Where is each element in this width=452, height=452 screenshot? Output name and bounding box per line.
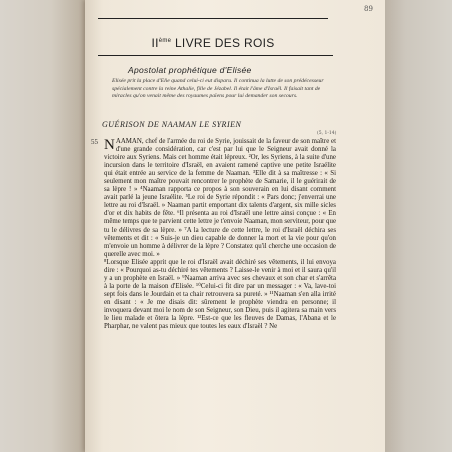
title-rule <box>98 55 333 56</box>
story-subheading: GUÉRISON DE NAAMAN LE SYRIEN <box>102 120 242 129</box>
paragraph-text: ⁸Lorsque Elisée apprit que le roi d'Israël avait déchiré ses vêtements, il lui envoya dire : « Pourquoi as-tu déchiré tes vêtements ? Laisse-le venir à moi et il saura qu'il y a un prophète en Israël. » ⁹Naaman arriva avec ses chevaux et son char et s'arrêta à la porte de la maison d'Elisée. ¹⁰Celui-ci fit dire par un messager : « Va, lave-toi sept fois dans le Jourdain et ta chair retrouvera sa pureté. » ¹¹Naaman s'en alla irrité en disant : « Je me disais dit: sûrement le prophète viendra en personne; il invoquera devant moi le nom de son Seigneur, son Dieu, puis il agitera sa main vers le lieu malade et ôtera la lèpre. ¹²Est-ce que les fleuves de Damas, l'Abana et le Pharphar, ne valent pas mieux que toutes les eaux d'Israël ? Ne <box>104 258 336 331</box>
facing-page-right <box>385 0 452 452</box>
page-title <box>98 36 328 50</box>
title-prefix: II <box>151 36 159 50</box>
top-rule <box>98 18 328 19</box>
facing-page-left <box>0 0 85 452</box>
chapter-number: 55 <box>91 138 98 146</box>
section-heading: Apostolat prophétique d'Elisée <box>128 65 252 75</box>
drop-cap: N <box>104 137 115 153</box>
title-suffix: ème <box>158 38 172 44</box>
story-body <box>104 138 336 331</box>
body-paragraph <box>104 259 336 331</box>
page-number: 89 <box>364 5 373 13</box>
paragraph-text: , chef de l'armée du roi de Syrie, jouissait de la faveur de son maître et d'une grande considération, car c'est par lui que le Seigneur avait donné la victoire aux Syriens. Mais cet homme était lépreux. ²Or, les Syriens, à la suite d'une incursion dans le territoire d'Israël, en avaient ramené captive une petite Israélite qui était entrée au service de la femme de Naaman. ³Elle dit à sa maîtresse : « Si seulement mon maître pouvait rencontrer le prophète de Samarie, il le guérirait de sa lèpre ! » ⁴Naaman rapporta ce propos à son souverain en lui disant comment avait parlé la jeune Israélite. ⁵Le roi de Syrie répondit : « Pars donc; j'enverrai une lettre au roi d'Israël. » Naaman partit emportant dix talents d'argent, six mille sicles d'or et dix habits de fête. ⁶Il présenta au roi d'Israël une lettre ainsi conçue : « En même temps que te parvient cette lettre je t'envoie Naaman, mon serviteur, pour que tu le délivres de sa lèpre. » ⁷A la lecture de cette lettre, le roi d'Israël déchira ses vêtements et dit : « Suis-je un dieu capable de donner la mort et la vie pour qu'on m'envoie un homme à délivrer de la lèpre ? Constatez qu'il cherche une occasion de querelle avec moi. » <box>104 138 336 258</box>
section-intro: Elisée prit la place d'Elie quand celui-ci eut disparu. Il continua la lutte de son prédécesseur spécialement contre la reine Athalie, fille de Jézabel. Il était l'âme d'Israël. Il faisait tant de miracles qu'on venait même des royaumes païens pour lui demander son secours. <box>112 78 324 99</box>
scripture-reference: (5, 1-14) <box>317 131 337 136</box>
title-main: LIVRE DES ROIS <box>171 36 275 50</box>
body-paragraph <box>104 138 336 259</box>
first-word: AAMAN <box>115 138 142 145</box>
